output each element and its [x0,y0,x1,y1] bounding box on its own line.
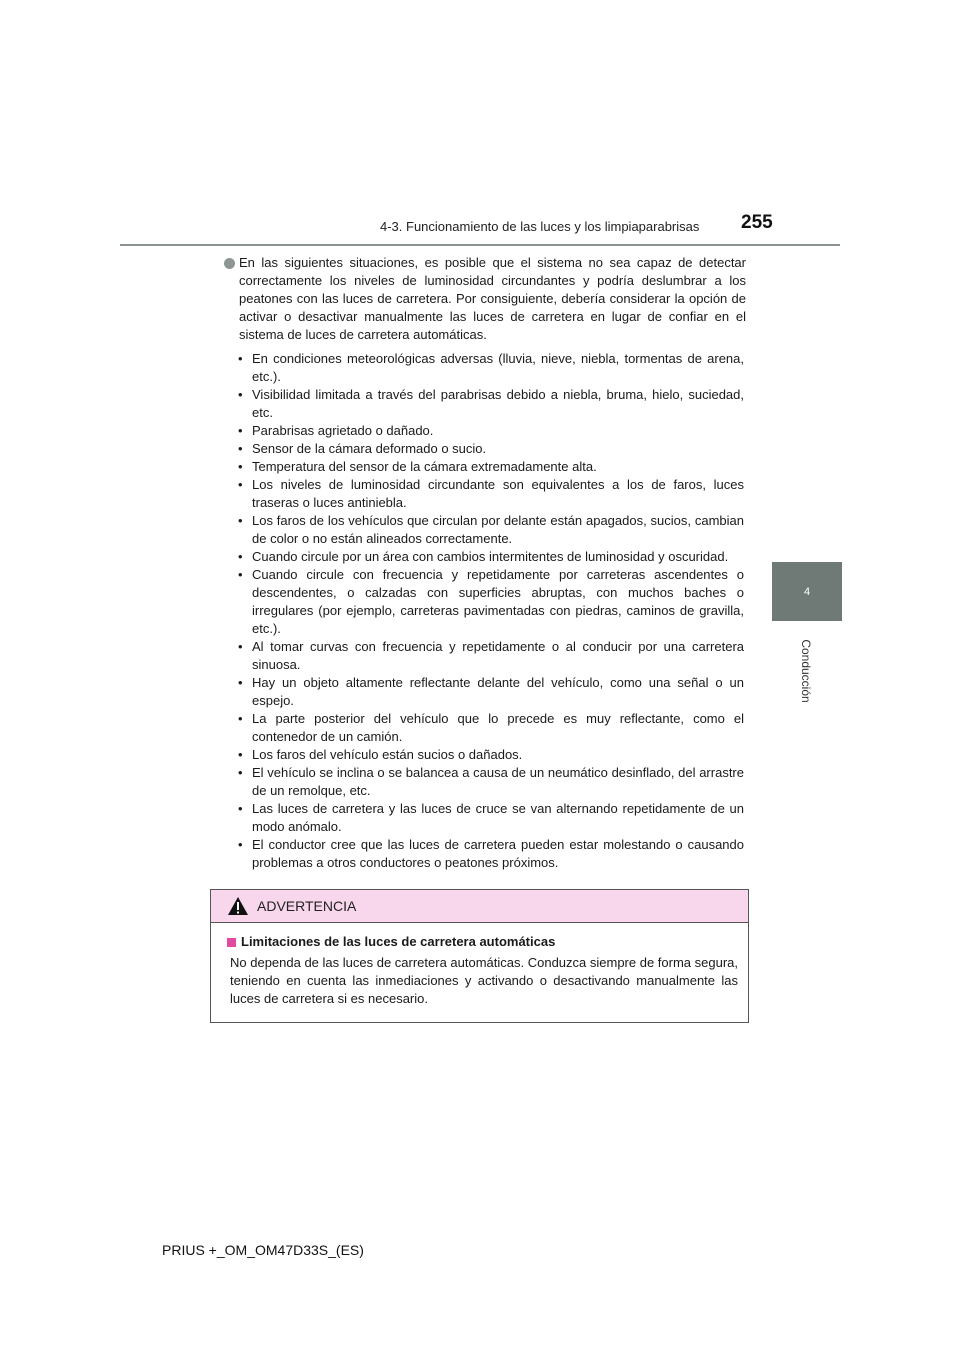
warning-body [211,923,748,1008]
warning-header [211,890,748,923]
situation-item: • Sensor de la cámara deformado o sucio. [236,440,744,458]
warning-title: ADVERTENCIA [257,898,357,914]
square-bullet-icon [227,938,236,947]
situation-item: • Cuando circule por un área con cambios intermitentes de luminosidad y oscuridad. [236,548,744,566]
warning-subtitle [227,933,738,951]
situation-item: • El vehículo se inclina o se balancea a causa de un neumático desinflado, del arrastre de un remolque, etc. [236,764,744,800]
situation-item: • Los faros de los vehículos que circulan por delante están apagados, sucios, cambian de color o no están alineados correctamente. [236,512,744,548]
warning-box [210,889,749,1023]
intro-text: En las siguientes situaciones, es posible que el sistema no sea capaz de detectar correctamente los niveles de luminosidad circundantes y podría deslumbrar a los peatones con las luces de carretera. Por consiguiente, debería considerar la opción de activar o desactivar manualmente las luces de carretera en lugar de confiar en el sistema de luces de carretera automáticas. [239,255,746,342]
document-code: PRIUS +_OM_OM47D33S_(ES) [162,1242,364,1258]
circle-bullet-icon [224,258,235,269]
warning-subtitle-text: Limitaciones de las luces de carretera automáticas [241,934,556,949]
situation-item: • Los faros del vehículo están sucios o dañados. [236,746,744,764]
header-divider [120,244,840,246]
intro-paragraph [224,254,746,344]
warning-text: No dependa de las luces de carretera automáticas. Conduzca siempre de forma segura, teniendo en cuenta las inmediaciones y activando o desactivando manualmente las luces de carretera si es necesario. [230,955,739,1006]
warning-triangle-icon [227,896,249,916]
situation-item: • Visibilidad limitada a través del parabrisas debido a niebla, bruma, hielo, suciedad, etc. [236,386,744,422]
situation-item: • Temperatura del sensor de la cámara extremadamente alta. [236,458,744,476]
situation-item: • Los niveles de luminosidad circundante son equivalentes a los de faros, luces traseras o luces antiniebla. [236,476,744,512]
situation-item: • Al tomar curvas con frecuencia y repetidamente o al conducir por una carretera sinuosa. [236,638,744,674]
situation-item: • La parte posterior del vehículo que lo precede es muy reflectante, como el contenedor de un camión. [236,710,744,746]
situations-list [236,350,744,872]
chapter-number: 4 [803,585,811,598]
situation-item: • Hay un objeto altamente reflectante delante del vehículo, como una señal o un espejo. [236,674,744,710]
section-title: 4-3. Funcionamiento de las luces y los limpiaparabrisas [380,219,700,234]
situation-item: • Las luces de carretera y las luces de cruce se van alternando repetidamente de un modo anómalo. [236,800,744,836]
situation-item: • Parabrisas agrietado o dañado. [236,422,744,440]
situation-item: • El conductor cree que las luces de carretera pueden estar molestando o causando problemas a otros conductores o peatones próximos. [236,836,744,872]
situation-item: • Cuando circule con frecuencia y repetidamente por carreteras ascendentes o descendentes, o calzadas con superficies abruptas, con muchos baches o irregulares (por ejemplo, carreteras pavimentadas con piedras, caminos de gravilla, etc.). [236,566,744,638]
page-number: 255 [741,212,773,233]
situation-item: • En condiciones meteorológicas adversas (lluvia, nieve, niebla, tormentas de arena, etc.). [236,350,744,386]
chapter-label: Conducción [799,639,813,703]
chapter-tab [772,562,842,621]
